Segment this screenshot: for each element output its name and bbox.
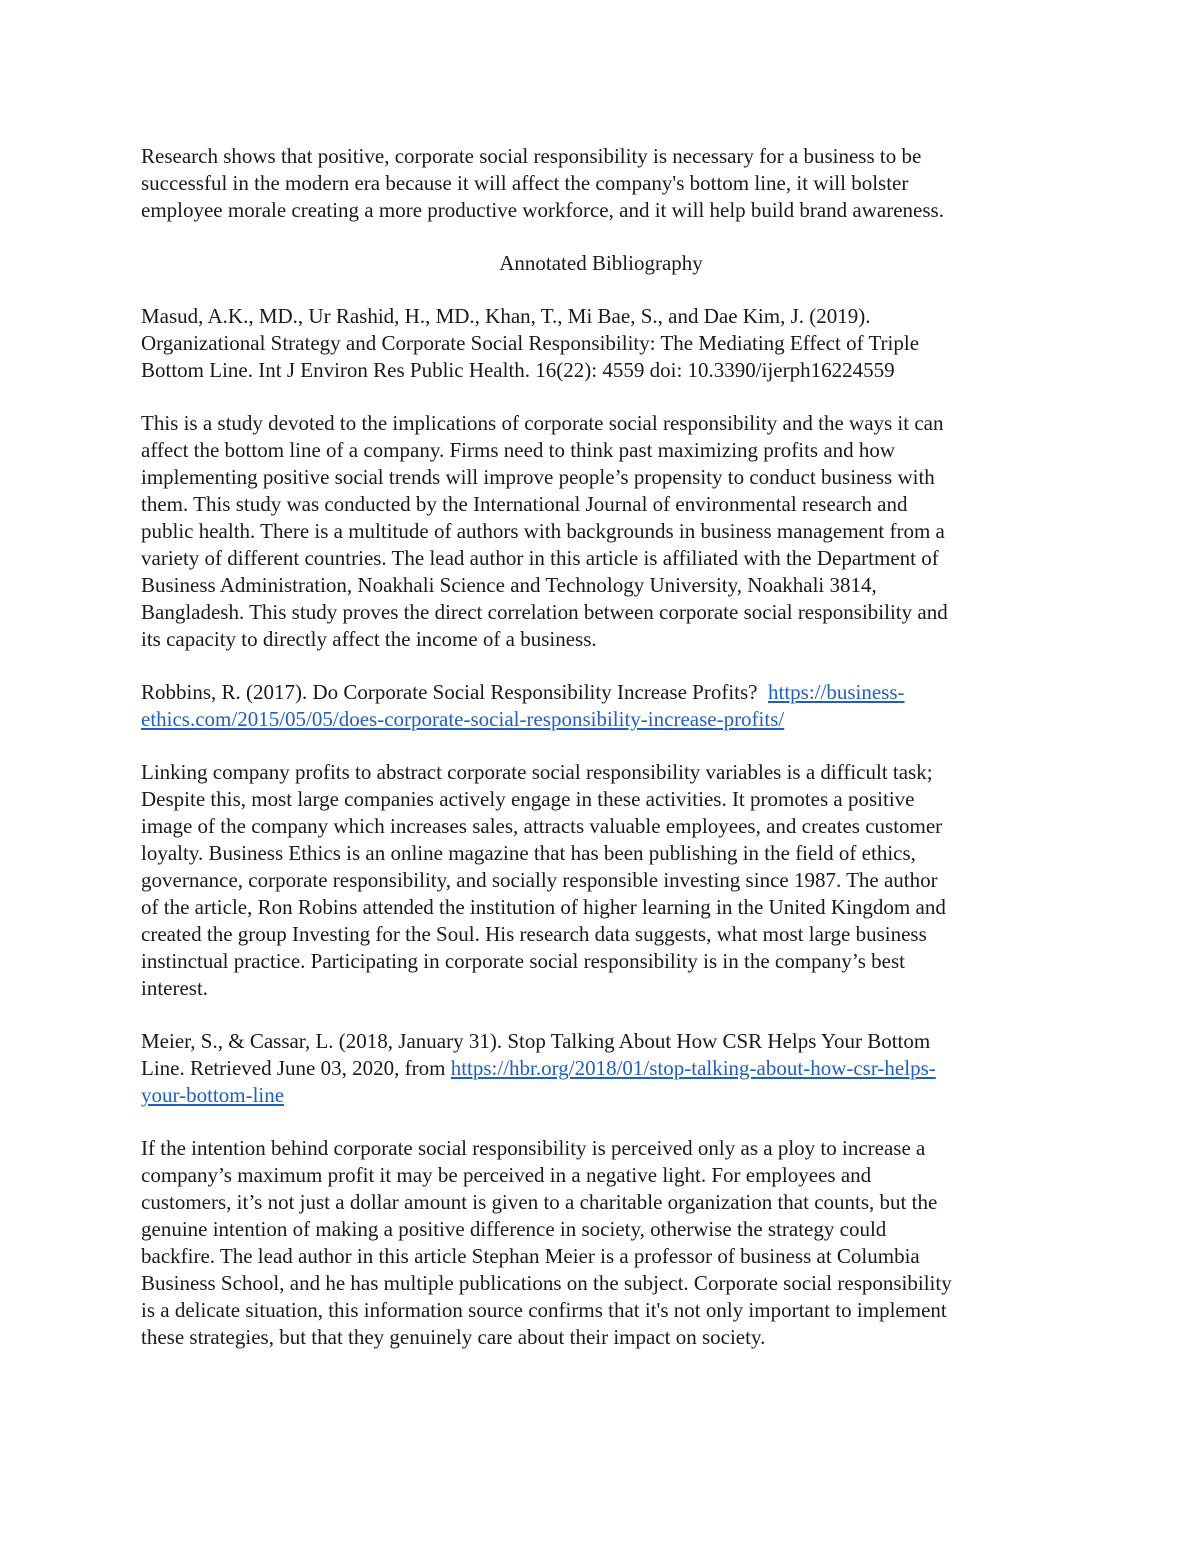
hbr-link[interactable]: https://hbr.org/2018/01/stop-talking-about-how-csr-helps- — [450, 1056, 936, 1080]
annotation-line: variety of different countries. The lead author in this article is affiliated with the Department of — [141, 546, 939, 570]
intro-line: Research shows that positive, corporate social responsibility is necessary for a business to be — [141, 144, 922, 168]
intro-line: employee morale creating a more productive workforce, and it will help build brand awareness. — [141, 198, 944, 222]
citation-meier — [141, 1028, 1061, 1109]
annotation-line: If the intention behind corporate social responsibility is perceived only as a ploy to increase a — [141, 1136, 926, 1160]
annotation-line: public health. There is a multitude of authors with backgrounds in business management from a — [141, 519, 945, 543]
hbr-link-continued[interactable]: your-bottom-line — [141, 1083, 285, 1107]
annotation-line: Bangladesh. This study proves the direct correlation between corporate social responsibility and — [141, 600, 948, 624]
citation-line: Meier, S., & Cassar, L. (2018, January 31). Stop Talking About How CSR Helps Your Bottom — [141, 1029, 931, 1053]
annotation-line: Linking company profits to abstract corporate social responsibility variables is a difficult task; — [141, 760, 933, 784]
annotation-line: is a delicate situation, this information source confirms that it's not only important to implement — [141, 1298, 947, 1322]
document-page — [141, 143, 1061, 1377]
annotation-line: these strategies, but that they genuinely care about their impact on society. — [141, 1325, 766, 1349]
annotation-line: instinctual practice. Participating in corporate social responsibility is in the company’s best — [141, 949, 905, 973]
annotation-line: loyalty. Business Ethics is an online magazine that has been publishing in the field of ethics, — [141, 841, 916, 865]
annotation-line: company’s maximum profit it may be perceived in a negative light. For employees and — [141, 1163, 872, 1187]
annotation-robbins — [141, 759, 1061, 1002]
annotation-line: customers, it’s not just a dollar amount is given to a charitable organization that counts, but the — [141, 1190, 938, 1214]
citation-text: Line. Retrieved June 03, 2020, from — [141, 1056, 451, 1080]
citation-masud — [141, 303, 1061, 384]
annotation-line: implementing positive social trends will improve people’s propensity to conduct business with — [141, 465, 935, 489]
annotation-meier — [141, 1135, 1061, 1351]
annotation-line: Business School, and he has multiple publications on the subject. Corporate social responsibility — [141, 1271, 952, 1295]
intro-paragraph — [141, 143, 1061, 224]
citation-line — [141, 706, 1061, 733]
annotation-line: its capacity to directly affect the income of a business. — [141, 627, 597, 651]
annotation-line: image of the company which increases sales, attracts valuable employees, and creates customer — [141, 814, 943, 838]
citation-line — [141, 1055, 1061, 1082]
citation-line: Bottom Line. Int J Environ Res Public Health. 16(22): 4559 doi: 10.3390/ijerph16224559 — [141, 358, 895, 382]
citation-line — [141, 1082, 1061, 1109]
annotation-line: of the article, Ron Robins attended the institution of higher learning in the United Kingdom and — [141, 895, 946, 919]
annotation-line: created the group Investing for the Soul. His research data suggests, what most large business — [141, 922, 927, 946]
citation-line — [141, 679, 1061, 706]
annotation-line: Despite this, most large companies actively engage in these activities. It promotes a positive — [141, 787, 915, 811]
annotation-line: Business Administration, Noakhali Science and Technology University, Noakhali 3814, — [141, 573, 877, 597]
annotation-line: them. This study was conducted by the International Journal of environmental research and — [141, 492, 908, 516]
citation-line: Organizational Strategy and Corporate Social Responsibility: The Mediating Effect of Triple — [141, 331, 920, 355]
annotation-masud — [141, 410, 1061, 653]
annotation-line: governance, corporate responsibility, and socially responsible investing since 1987. The author — [141, 868, 938, 892]
annotation-line: interest. — [141, 976, 209, 1000]
intro-line: successful in the modern era because it will affect the company's bottom line, it will bolster — [141, 171, 909, 195]
annotation-line: affect the bottom line of a company. Firms need to think past maximizing profits and how — [141, 438, 896, 462]
annotation-line: genuine intention of making a positive difference in society, otherwise the strategy could — [141, 1217, 887, 1241]
citation-text: Robbins, R. (2017). Do Corporate Social Responsibility Increase Profits? — [141, 680, 768, 704]
annotation-line: This is a study devoted to the implications of corporate social responsibility and the ways it can — [141, 411, 944, 435]
citation-robbins — [141, 679, 1061, 733]
business-ethics-link[interactable]: https://business- — [768, 680, 905, 704]
business-ethics-link-continued[interactable]: ethics.com/2015/05/05/does-corporate-social-responsibility-increase-profits/ — [141, 707, 785, 731]
page-title: Annotated Bibliography — [499, 251, 703, 275]
citation-line: Masud, A.K., MD., Ur Rashid, H., MD., Khan, T., Mi Bae, S., and Dae Kim, J. (2019). — [141, 304, 871, 328]
annotation-line: backfire. The lead author in this article Stephan Meier is a professor of business at Columbia — [141, 1244, 920, 1268]
